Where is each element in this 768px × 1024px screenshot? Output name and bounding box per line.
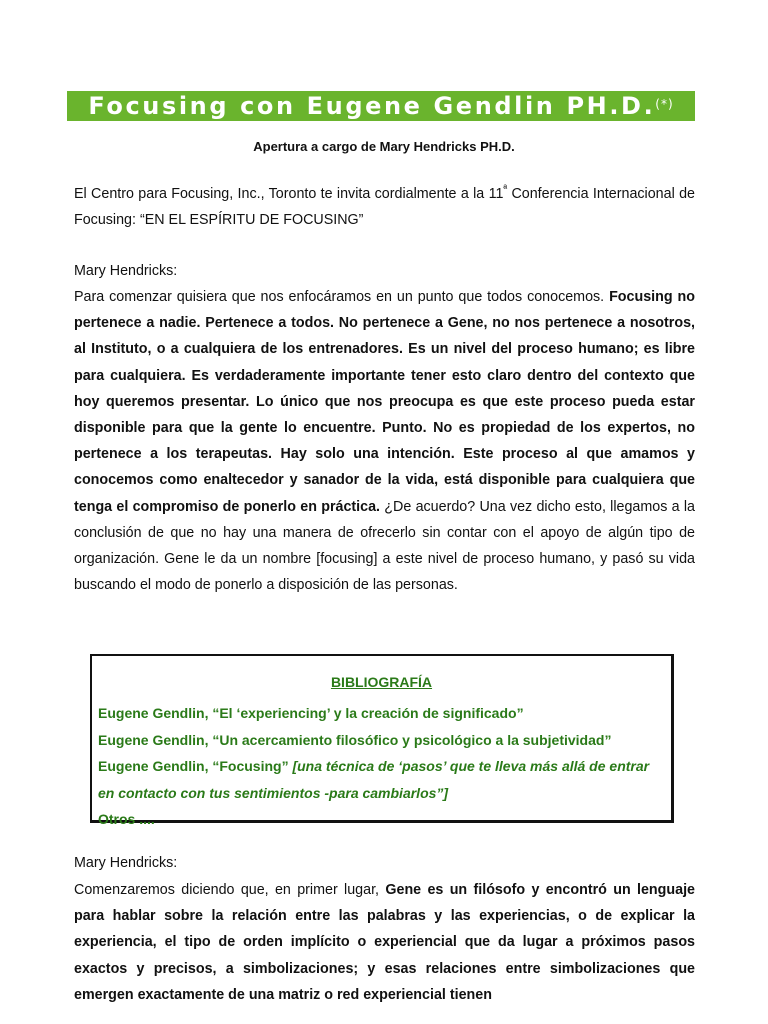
ordinal-indicator: ª <box>503 184 508 195</box>
intro-text-end: Conferencia Internacional de Focusing: “EN EL ESPÍRITU DE FOCUSING” <box>74 185 695 228</box>
bibliography-item: Eugene Gendlin, “Un acercamiento filosófico y psicológico a la subjetividad” <box>98 731 612 748</box>
body-text: Para comenzar quisiera que nos enfocáramos en un punto que todos conocemos. <box>74 289 610 305</box>
bibliography-item <box>98 753 663 806</box>
bibliography-item-text: Eugene Gendlin, “Focusing” <box>98 758 293 774</box>
speaker-label: Mary Hendricks: <box>74 263 178 279</box>
bibliography-heading: BIBLIOGRAFÍA <box>330 674 433 690</box>
title-footnote-marker: (*) <box>655 97 674 111</box>
bibliography-box <box>90 654 674 827</box>
document-title <box>67 92 695 120</box>
body-text-end: ¿De acuerdo? Una vez dicho esto, llegamos a la conclusión de que no hay una manera de ofrecerlo sin contar con el apoyo de algún tipo de organización. Gene le da un nombre [focusing] a este nivel de proceso humano, y pasó su vida buscando el modo de ponerlo a disposición de las personas. <box>74 498 695 594</box>
bibliography-item: Eugene Gendlin, “El ‘experiencing’ y la creación de significado” <box>98 705 524 721</box>
body-paragraph <box>74 284 695 598</box>
intro-paragraph <box>74 177 695 233</box>
bibliography-item: Otros .... <box>98 811 155 827</box>
body-text-bold: Focusing no pertenece a nadie. Pertenece a todos. No pertenece a Gene, no nos pertenece a nosotros, al Instituto, o a cualquiera de los entrenadores. Es un nivel del proceso humano; es libre para cualquiera. Es verdaderamente importante tener esto claro dentro del contexto que hoy queremos presentar. Lo único que nos preocupa es que este proceso pueda estar disponible para que la gente lo encuentre. Punto. No es propiedad de los expertos, no pertenece a los terapeutas. Hay solo una intención. Este proceso al que amamos y conocemos como enaltecedor y sanador de la vida, está disponible para cualquiera que tenga el compromiso de ponerlo en práctica. <box>74 289 696 515</box>
speaker-label: Mary Hendricks: <box>74 855 178 871</box>
body-paragraph <box>74 877 695 1008</box>
opening-subtitle: Apertura a cargo de Mary Hendricks PH.D. <box>253 139 515 154</box>
intro-text: El Centro para Focusing, Inc., Toronto te invita cordialmente a la 11 <box>74 185 504 202</box>
body-text: Comenzaremos diciendo que, en primer lugar, <box>74 882 386 898</box>
title-text: Focusing con Eugene Gendlin PH.D. <box>88 92 656 120</box>
body-text-bold: Gene es un filósofo y encontró un lenguaje para hablar sobre la relación entre las palabras y las experiencias, o de explicar la experiencia, el tipo de orden implícito o experiencial que da lugar a próximos pasos exactos y precisos, a simbolizaciones; y esas relaciones entre simbolizaciones que emergen exactamente de una matriz o red experiencial tienen <box>74 882 696 1003</box>
bibliography-list <box>98 700 663 833</box>
title-banner <box>67 91 695 121</box>
bibliography-item-note: [una técnica de ‘pasos’ que te lleva más allá de entrar en contacto con tus sentimientos -para cambiarlos”] <box>98 758 650 801</box>
